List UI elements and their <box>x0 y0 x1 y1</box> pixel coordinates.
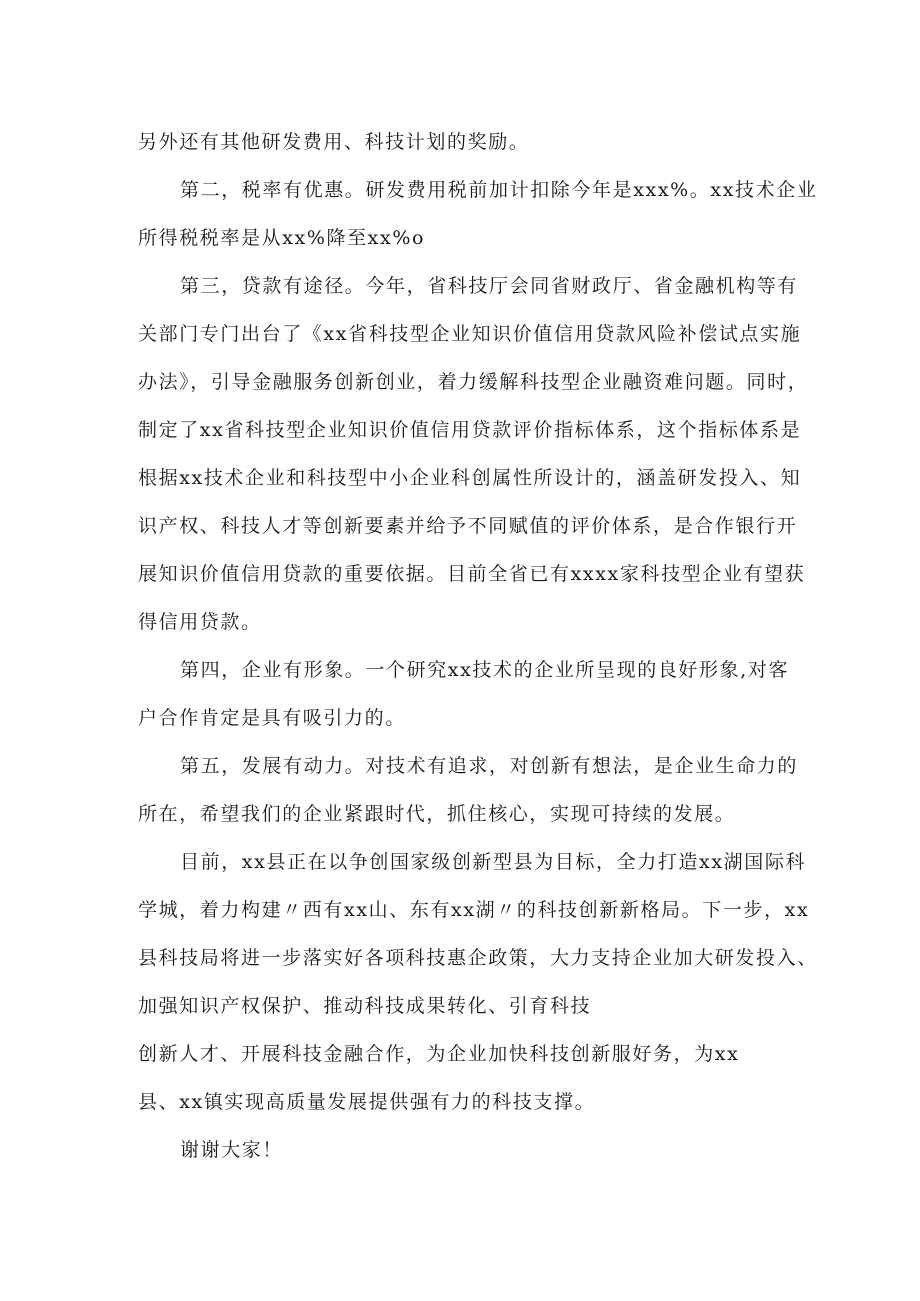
text-line: 第五，发展有动力。对技术有追求，对创新有想法，是企业生命力的 <box>180 755 799 777</box>
text-line: 谢谢大家！ <box>180 1139 284 1161</box>
text-line: 第二，税率有优惠。研发费用税前加计扣除今年是xxx%。xx技术企业 <box>180 179 818 201</box>
text-line: 目前，xx县正在以争创国家级创新型县为目标，全力打造xx湖国际科 <box>180 851 807 873</box>
text-line: 县、xx镇实现高质量发展提供强有力的科技支撑。 <box>138 1091 596 1113</box>
text-line: 创新人才、开展科技金融合作，为企业加快科技创新服好务，为xx <box>138 1043 740 1065</box>
text-line: 第三，贷款有途径。今年，省科技厅会同省财政厅、省金融机构等有 <box>180 275 799 297</box>
text-line: 展知识价值信用贷款的重要依据。目前全省已有xxxx家科技型企业有望获 <box>138 563 806 585</box>
text-line: 根据xx技术企业和科技型中小企业科创属性所设计的，涵盖研发投入、知 <box>138 467 802 489</box>
text-line: 所在，希望我们的企业紧跟时代，抓住核心，实现可持续的发展。 <box>138 803 736 825</box>
text-line: 制定了xx省科技型企业知识价值信用贷款评价指标体系，这个指标体系是 <box>138 419 802 441</box>
text-line: 所得税税率是从xx%降至xx%o <box>138 227 426 249</box>
text-line: 关部门专门出台了《xx省科技型企业知识价值信用贷款风险补偿试点实施 <box>138 323 802 345</box>
text-line: 另外还有其他研发费用、科技计划的奖励。 <box>138 131 530 153</box>
text-line: 办法》，引导金融服务创新创业，着力缓解科技型企业融资难问题。同时， <box>138 371 809 393</box>
text-line: 县科技局将进一步落实好各项科技惠企政策，大力支持企业加大研发投入、 <box>138 947 818 969</box>
text-line: 加强知识产权保护、推动科技成果转化、引育科技 <box>138 995 592 1017</box>
text-line: 户合作肯定是具有吸引力的。 <box>138 707 406 729</box>
text-line: 识产权、科技人才等创新要素并给予不同赋值的评价体系，是合作银行开 <box>138 515 798 537</box>
text-line: 第四，企业有形象。一个研究xx技术的企业所呈现的良好形象,对客 <box>180 659 790 681</box>
text-line: 得信用贷款。 <box>138 611 262 633</box>
text-line: 学城，着力构建〃西有xx山、东有xx湖〃的科技创新新格局。下一步，xx <box>138 899 810 921</box>
